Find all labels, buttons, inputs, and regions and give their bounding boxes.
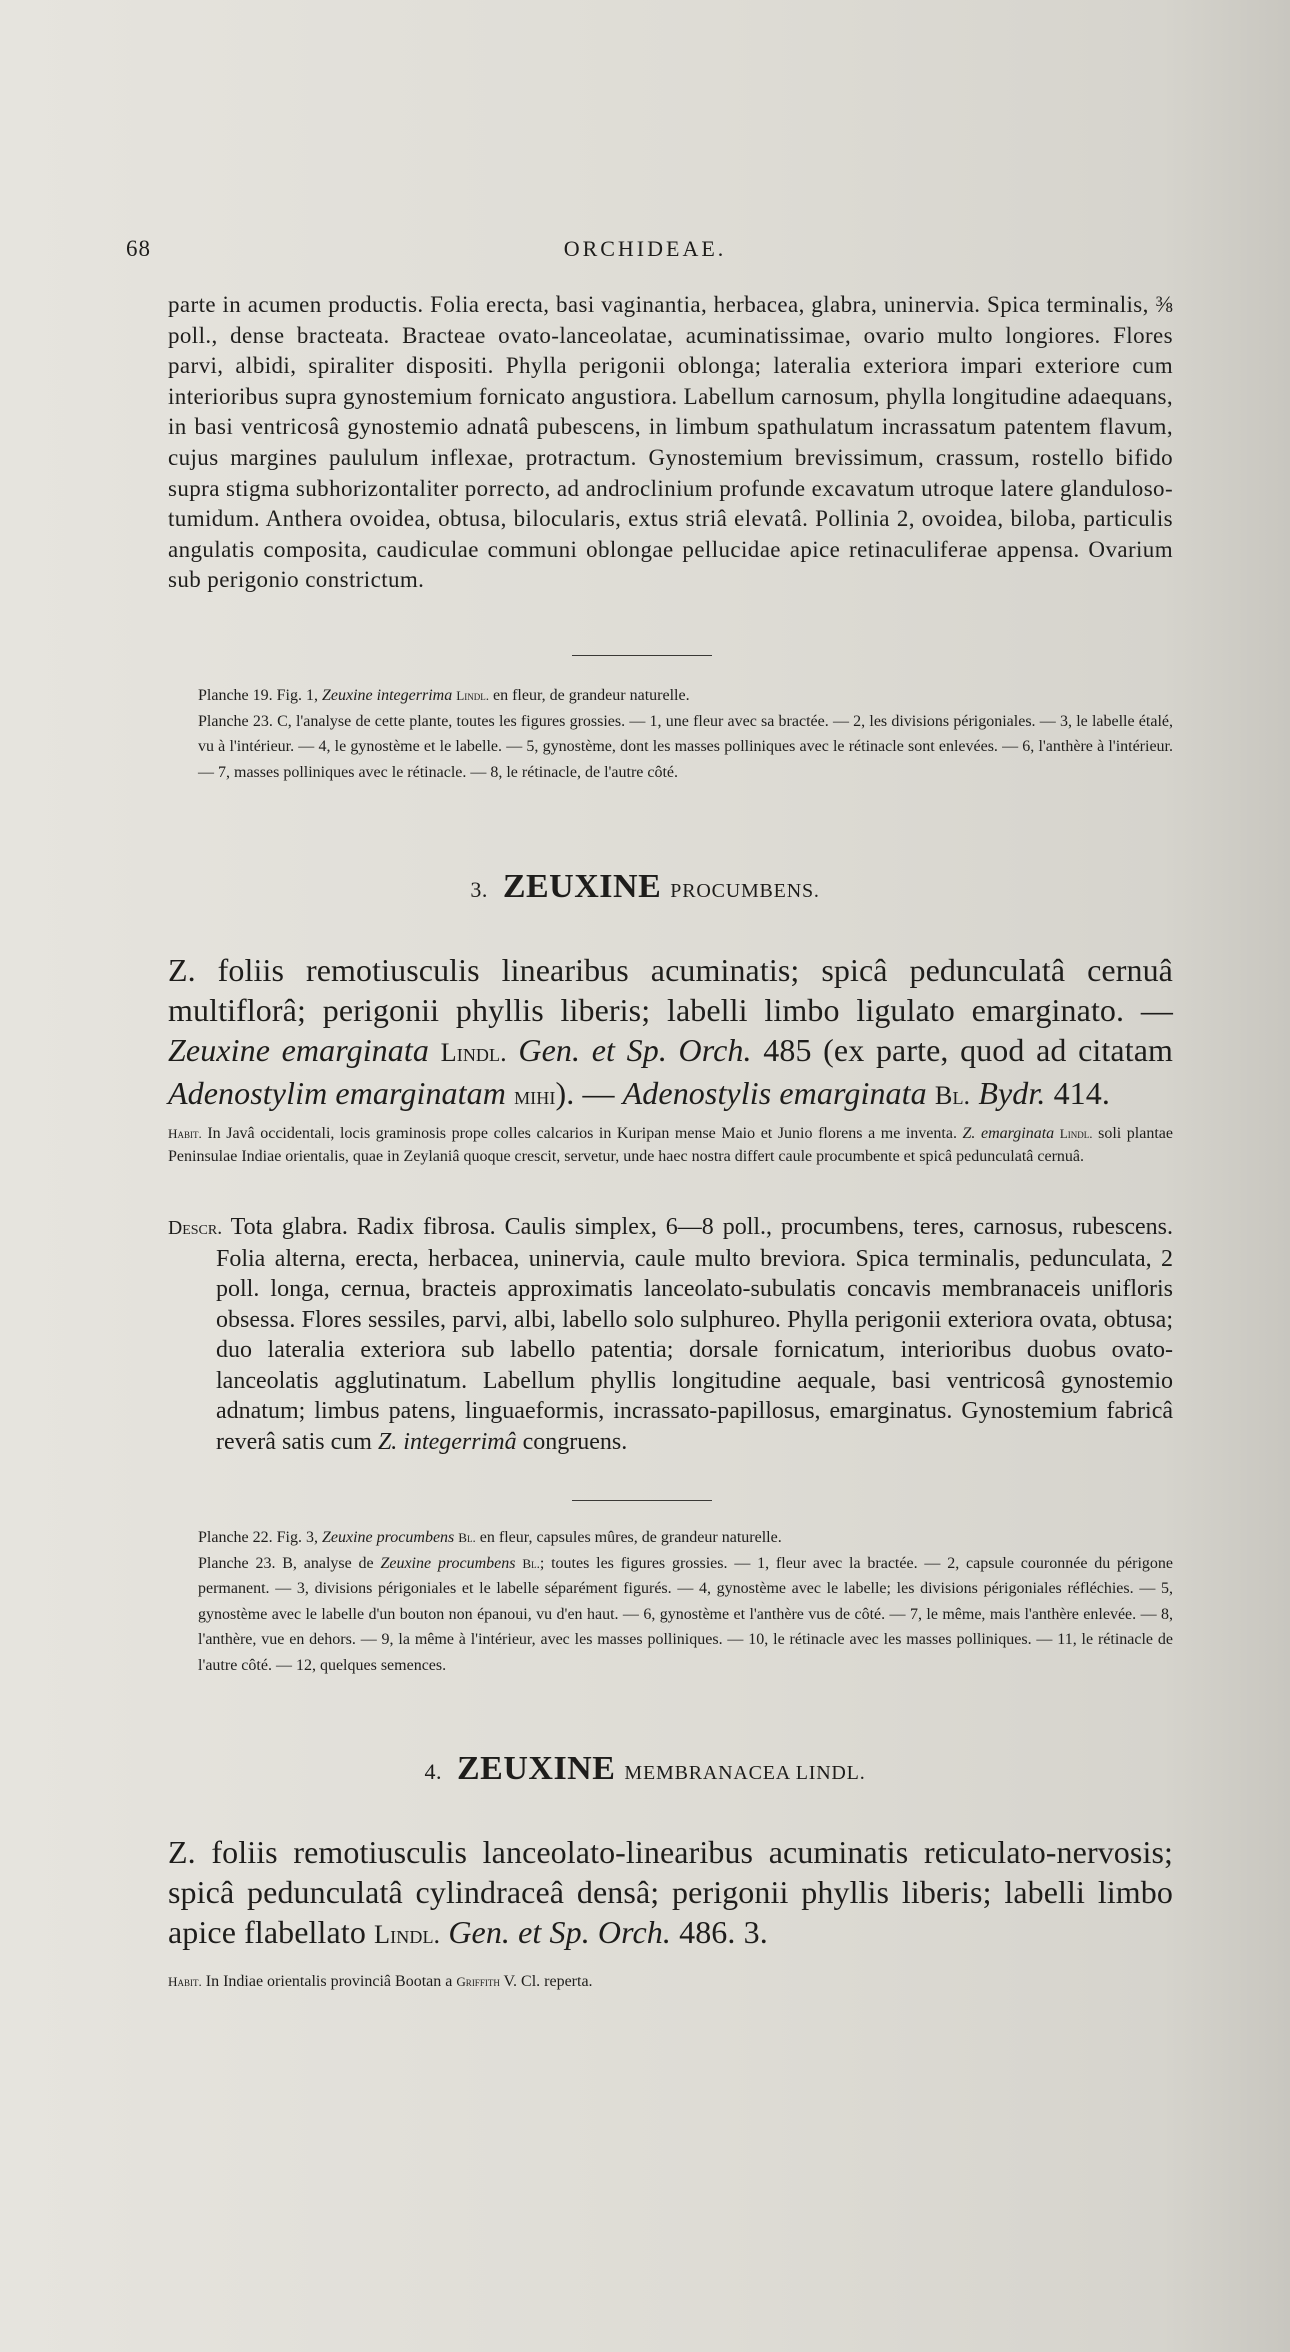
- habitat-text: soli plantae Peninsulae Indiae orientalis, quae in Zeylaniâ quoque crescit, servetur, unde haec nostra differt caule procumbente et spicâ pedunculatâ cernuâ.: [168, 1125, 1174, 1165]
- plate-caption-2: [198, 1525, 1173, 1678]
- plate-caption-analysis: ; toutes les figures grossies. — 1, fleur avec la bractée. — 2, capsule couronnée du périgone permanent. — 3, divisions périgoniales et le labelle séparément figurés. — 4, gynostème avec le labelle; les divisions périgoniales réfléchies. — 5, gynostème avec le labelle d'un bouton non épanoui, vu d'en haut. — 6, gynostème et l'anthère vus de côté. — 7, le même, mais l'anthère enlevée. — 8, l'anthère, vue en dehors. — 9, la même à l'intérieur, avec les masses polliniques. — 10, le rétinacle avec les masses polliniques. — 11, le rétinacle de l'autre côté. — 12, quelques semences.: [198, 1554, 1174, 1674]
- author-abbrev: Bl.: [522, 1555, 540, 1571]
- habitat-label: Habit.: [168, 1974, 202, 1989]
- species-number: 4.: [424, 1759, 442, 1784]
- running-title: ORCHIDEAE.: [563, 236, 727, 261]
- section-divider: [572, 655, 712, 656]
- author-abbrev: Lindl.: [456, 688, 489, 703]
- habitat-text: In Indiae orientalis provinciâ Bootan a: [201, 1973, 457, 1990]
- species-name: Z. integerrimâ: [377, 1428, 517, 1455]
- habitat-paragraph-3: [168, 1122, 1173, 1168]
- species-epithet: MEMBRANACEA LINDL.: [624, 1762, 866, 1784]
- diagnosis-text: Z. foliis remotiusculis linearibus acuminatis; spicâ pedunculatâ cernuâ multiflorâ; perigonii phyllis liberis; labelli limbo ligulato emarginato. —: [168, 952, 1173, 1028]
- plate-caption-text: Planche 23. B, analyse de: [198, 1554, 381, 1572]
- reference-title: Gen. et Sp. Orch.: [448, 1914, 671, 1950]
- author-abbrev: Lindl.: [374, 1920, 441, 1949]
- author-abbrev: Lindl.: [440, 1038, 507, 1067]
- description-text: Tota glabra. Radix fibrosa. Caulis simplex, 6—8 poll., procumbens, teres, carnosus, rubescens. Folia alterna, erecta, herbacea, uninervia, caule multo breviora. Spica terminalis, pedunculata, 2 poll. longa, cernua, bracteis approximatis lanceolato-subulatis concavis membranaceis unifloris obsessa. Flores sessiles, parvi, albi, labello solo sulphureo. Phylla perigonii exteriora ovata, obtusa; duo lateralia exteriora sub labello patentia; dorsale fornicatum, interioribus duobus ovato-lanceolatis agglutinatum. Labellum phyllis longitudine aequale, basi ventricosâ gynostemio adnatum; limbus patens, linguaeformis, incrassato-papillosus, emarginatus. Gynostemium fabricâ reverâ satis cum: [216, 1214, 1173, 1455]
- habitat-paragraph-4: [168, 1970, 1173, 1993]
- habitat-text: V. Cl. reperta.: [499, 1973, 593, 1990]
- reference-title: Bydr.: [978, 1075, 1046, 1111]
- genus-name: ZEUXINE: [456, 1750, 616, 1787]
- species-heading-3: [0, 868, 1290, 906]
- plate-caption-text: Planche 19. Fig. 1,: [198, 687, 322, 704]
- genus-name: ZEUXINE: [502, 868, 662, 905]
- page-header: [0, 236, 1290, 276]
- reference-page: 485 (ex parte, quod ad citatam: [751, 1032, 1174, 1068]
- reference-page: 414.: [1045, 1075, 1110, 1111]
- synonym: Adenostylim emarginatam: [168, 1075, 506, 1111]
- page-number: 68: [126, 236, 151, 261]
- habitat-label: Habit.: [168, 1126, 202, 1141]
- section-divider: [572, 1500, 712, 1501]
- plate-caption-text: en fleur, de grandeur naturelle.: [488, 687, 690, 704]
- collector-name: Griffith: [456, 1974, 500, 1989]
- reference-page: 486. 3.: [671, 1914, 768, 1950]
- plate-caption-1: [198, 683, 1173, 785]
- plate-caption-analysis: Planche 23. C, l'analyse de cette plante, toutes les figures grossies. — 1, une fleur avec sa bractée. — 2, les divisions périgoniales. — 3, le labelle étalé, vu à l'intérieur. — 4, le gynostème et le labelle. — 5, gynostème, dont les masses polliniques avec le rétinacle sont enlevées. — 6, l'anthère à l'intérieur. — 7, masses polliniques avec le rétinacle. — 8, le rétinacle, de l'autre côté.: [198, 712, 1173, 781]
- diagnosis-text: Z. foliis remotiusculis lanceolato-linearibus acuminatis reticulato-nervosis; spicâ pedunculatâ cylindraceâ densâ; perigonii phyllis liberis; labelli limbo apice flabellato: [168, 1834, 1173, 1950]
- author-abbrev: mihi: [514, 1081, 556, 1110]
- description-text: congruens.: [516, 1428, 628, 1455]
- author-abbrev: Bl.: [458, 1530, 476, 1545]
- plate-caption-text: Planche 22. Fig. 3,: [198, 1529, 322, 1546]
- species-diagnosis-4: [168, 1832, 1173, 1955]
- author-abbrev: Lindl.: [1059, 1126, 1093, 1141]
- species-name: Zeuxine integerrima: [322, 687, 453, 704]
- species-heading-4: [0, 1750, 1290, 1788]
- species-name: Z. emarginata: [962, 1125, 1055, 1142]
- reference-title: Gen. et Sp. Orch.: [518, 1032, 752, 1068]
- habitat-text: In Javâ occidentali, locis graminosis prope colles calcarios in Kuripan mense Maio et Junio florens a me inventa.: [201, 1125, 963, 1142]
- species-name: Zeuxine procumbens: [322, 1529, 455, 1546]
- intro-paragraph: parte in acumen productis. Folia erecta, basi vaginantia, herbacea, glabra, uninervia. Spica terminalis, ⅜ poll., dense bracteata. Bracteae ovato-lanceolatae, acuminatissimae, ovario multo longiores. Flores parvi, albidi, spiraliter dispositi. Phylla perigonii oblonga; lateralia exteriora impari exteriore cum interioribus supra gynostemium fornicato angustiora. Labellum carnosum, phylla longitudine adaequans, in basi ventricosâ gynostemio adnatâ pubescens, in limbum spathulatum incrassatum patentem flavum, cujus margines paululum inflexae, protractum. Gynostemium brevissimum, crassum, rostello bifido supra stigma subhorizontaliter porrecto, ad androclinium profunde excavatum utroque latere glanduloso-tumidum. Anthera ovoidea, obtusa, bilocularis, extus striâ elevatâ. Pollinia 2, ovoidea, biloba, particulis angulatis composita, caudiculae communi oblongae pellucidae apice retinaculiferae appensa. Ovarium sub perigonio constrictum.: [168, 292, 1173, 593]
- species-epithet: PROCUMBENS.: [670, 880, 820, 902]
- author-abbrev: Bl.: [934, 1081, 971, 1110]
- species-number: 3.: [470, 877, 488, 902]
- description-label: Descr.: [168, 1217, 223, 1239]
- species-diagnosis-3: [168, 950, 1173, 1116]
- synonym: Zeuxine emarginata: [168, 1032, 429, 1068]
- separator: ). —: [555, 1075, 623, 1111]
- description-paragraph-3: [168, 1212, 1173, 1457]
- plate-caption-text: en fleur, capsules mûres, de grandeur naturelle.: [475, 1529, 782, 1546]
- synonym: Adenostylis emarginata: [622, 1075, 927, 1111]
- species-name: Zeuxine procumbens: [380, 1554, 516, 1572]
